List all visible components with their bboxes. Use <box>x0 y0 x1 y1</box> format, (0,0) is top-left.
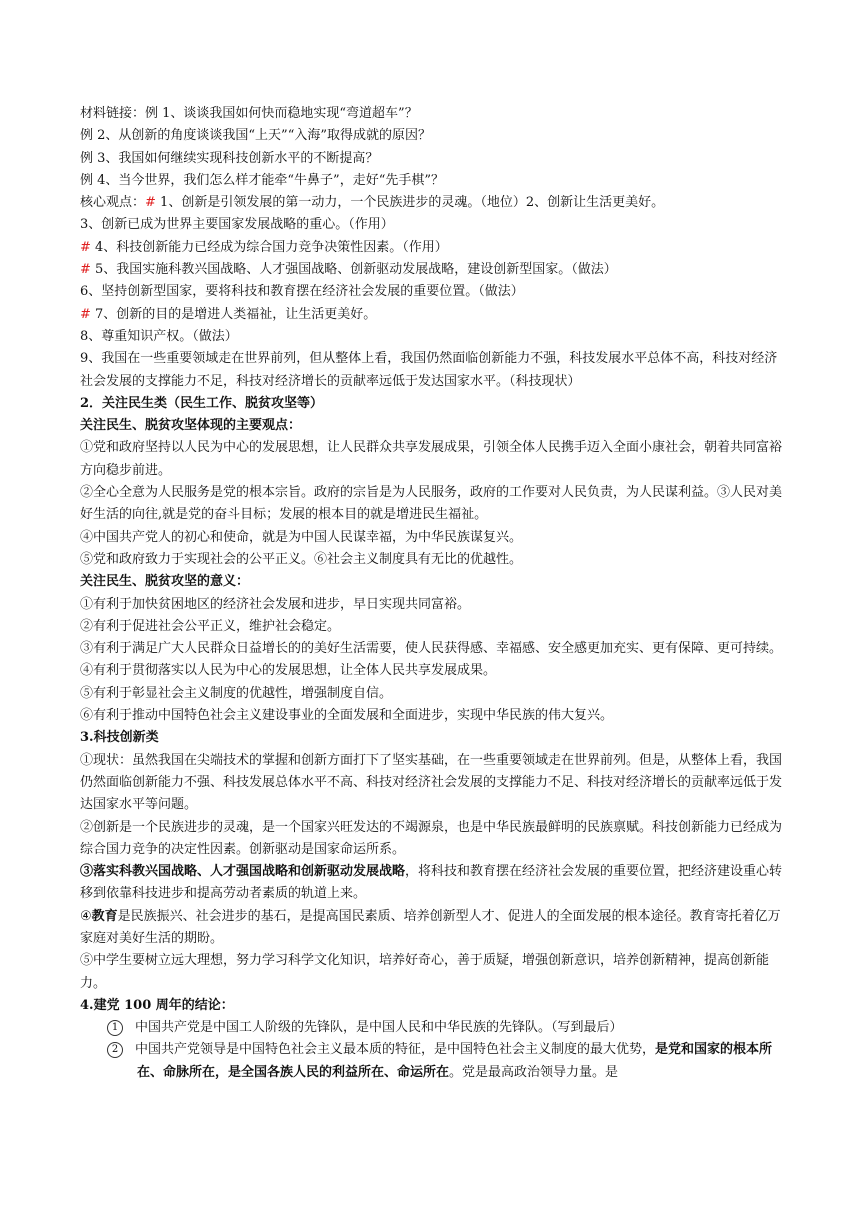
subheading: 关注民生、脱贫攻坚体现的主要观点： <box>80 418 302 434</box>
hash-mark: # <box>80 306 91 322</box>
text-span: 5、我国实施科教兴国战略、人才强国战略、创新驱动发展战略，建设创新型国家。（做法） <box>90 262 617 278</box>
text-line: ⑤党和政府致力于实现社会的公平正义。⑥社会主义制度具有无比的优越性。 <box>80 551 523 567</box>
text-line <box>80 259 785 281</box>
document-body <box>80 103 785 1084</box>
circled-number: 2 <box>107 1042 123 1058</box>
text-line: 例 3、我国如何继续实现科技创新水平的不断提高？ <box>80 150 379 166</box>
hash-mark: # <box>145 195 156 211</box>
text-line: 例 4、当今世界，我们怎么样才能牵“牛鼻子”，走好“先手棋”？ <box>80 172 444 188</box>
list-item <box>80 1017 785 1039</box>
hash-mark: # <box>80 239 91 255</box>
text-line: 材料链接：例 1、谈谈我国如何快而稳地实现“弯道超车”？ <box>80 106 418 121</box>
text-paragraph: 9、我国在一些重要领域走在世界前列，但从整体上看，我国仍然面临创新能力不强，科技发展水平总体不高，科技对经济社会发展的支撑能力不足，科技对经济增长的贡献率远低于发达国家水平。（科技现状） <box>80 351 778 389</box>
list-item <box>80 1039 785 1084</box>
text-paragraph: ①党和政府坚持以人民为中心的发展思想，让人民群众共享发展成果，引领全体人民携手迈入全面小康社会，朝着共同富裕方向稳步前进。 <box>80 440 783 478</box>
text-line: 6、坚持创新型国家，要将科技和教育摆在经济社会发展的重要位置。（做法） <box>80 284 524 300</box>
text-span: 7、创新的目的是增进人类福祉，让生活更美好。 <box>90 306 377 322</box>
text-line: 例 2、从创新的角度谈谈我国“上天”“入海”取得成就的原因？ <box>80 128 431 144</box>
text-paragraph: ①现状：虽然我国在尖端技术的掌握和创新方面打下了坚实基础，在一些重要领域走在世界前列。但是，从整体上看，我国仍然面临创新能力不强、科技发展总体水平不高、科技对经济社会发展的支撑能力不足、科技对经济增长的贡献率远低于发达国家水平等问题。 <box>80 752 783 813</box>
hash-mark: # <box>80 262 91 278</box>
text-span: 4、科技创新能力已经成为综合国力竞争决策性因素。（作用） <box>90 239 448 255</box>
section-heading: 2．关注民生类（民生工作、脱贫攻坚等） <box>80 395 324 411</box>
text-paragraph: ②全心全意为人民服务是党的根本宗旨。政府的宗旨是为人民服务，政府的工作要对人民负责，为人民谋利益。③人民对美好生活的向往,就是党的奋斗目标；发展的根本目的就是增进民生福祉。 <box>80 485 783 523</box>
list-item-text: 。党是最高政治领导力量。是 <box>449 1064 619 1080</box>
text-line: ②有利于促进社会公平正义，维护社会稳定。 <box>80 618 341 634</box>
text-paragraph: ②创新是一个民族进步的灵魂，是一个国家兴旺发达的不竭源泉，也是中华民族最鲜明的民族禀赋。科技创新能力已经成为综合国力竞争的决定性因素。创新驱动是国家命运所系。 <box>80 819 783 857</box>
text-paragraph: ③有利于满足广大人民群众日益增长的的美好生活需要，使人民获得感、幸福感、安全感更加充实、更有保障、更可持续。④有利于贯彻落实以人民为中心的发展思想，让全体人民共享发展成果。 <box>80 641 783 679</box>
text-line: ④中国共产党人的初心和使命，就是为中国人民谋幸福，为中华民族谋复兴。 <box>80 529 523 545</box>
text-line: ①有利于加快贫困地区的经济社会发展和进步，早日实现共同富裕。 <box>80 596 471 612</box>
bold-phrase: ③落实科教兴国战略、人才强国战略和创新驱动发展战略 <box>80 864 406 880</box>
text-paragraph: ⑤中学生要树立远大理想，努力学习科学文化知识，培养好奇心，善于质疑，增强创新意识，培养创新精神，提高创新能力。 <box>80 953 770 991</box>
text-span: 是民族振兴、社会进步的基石，是提高国民素质、培养创新型人才、促进人的全面发展的根本途径。教育寄托着亿万家庭对美好生活的期盼。 <box>80 908 781 946</box>
core-view-label: 核心观点： <box>80 195 146 211</box>
list-item-text: 中国共产党领导是中国特色社会主义最本质的特征，是中国特色社会主义制度的最大优势， <box>135 1042 656 1058</box>
text-line: ⑥有利于推动中国特色社会主义建设事业的全面发展和全面进步，实现中华民族的伟大复兴。 <box>80 708 614 724</box>
text-span: ④ <box>80 908 92 924</box>
section-heading: 4.建党 100 周年的结论： <box>80 997 234 1013</box>
section-heading: 3.科技创新类 <box>80 730 159 746</box>
text-paragraph <box>80 861 785 906</box>
text-line <box>80 192 785 214</box>
text-span: 1、创新是引领发展的第一动力，一个民族进步的灵魂。（地位）2、创新让生活更美好。 <box>155 195 665 211</box>
text-line <box>80 304 785 326</box>
list-item-text: 中国共产党是中国工人阶级的先锋队，是中国人民和中华民族的先锋队。（写到最后） <box>135 1020 623 1036</box>
bold-phrase: 是党和国家的根本所在、命脉所在，是全国各族人民的利益所在、命运所在 <box>137 1042 773 1080</box>
subheading: 关注民生、脱贫攻坚的意义： <box>80 574 250 590</box>
bold-phrase: 教育 <box>91 908 118 924</box>
text-line <box>80 237 785 259</box>
text-paragraph <box>80 906 785 951</box>
text-line: 8、尊重知识产权。（做法） <box>80 328 238 344</box>
circled-number: 1 <box>107 1020 123 1036</box>
text-line: ⑤有利于彰显社会主义制度的优越性，增强制度自信。 <box>80 685 393 701</box>
text-span: ，将科技和教育摆在经济社会发展的重要位置，把经济建设重心转移到依靠科技进步和提高劳动者素质的轨道上来。 <box>80 864 783 902</box>
text-line: 3、创新已成为世界主要国家发展战略的重心。（作用） <box>80 217 394 233</box>
